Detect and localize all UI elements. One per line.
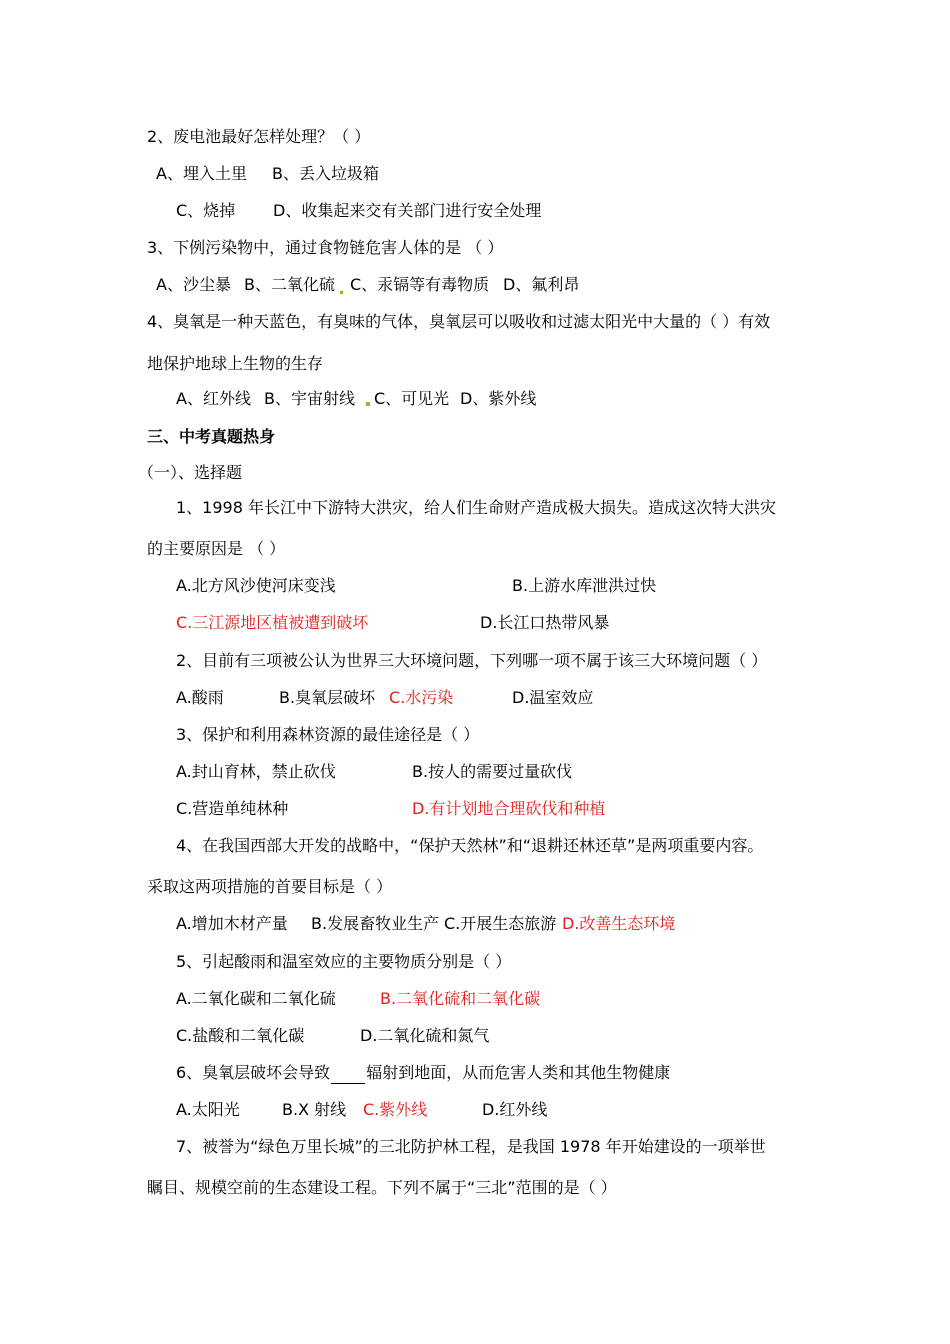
answer-blank bbox=[331, 1067, 365, 1084]
option-d-answer: D.有计划地合理砍伐和种植 bbox=[412, 799, 606, 818]
option-a: A、埋入土里 bbox=[156, 164, 247, 183]
question-stem: 3、下例污染物中，通过食物链危害人体的是 （ ） bbox=[147, 238, 504, 257]
option-d: D、收集起来交有关部门进行安全处理 bbox=[273, 201, 542, 220]
option-d: D.红外线 bbox=[482, 1100, 548, 1119]
question-stem: 4、在我国西部大开发的战略中，“保护天然林”和“退耕还林还草”是两项重要内容。 bbox=[176, 836, 764, 855]
option-d-answer: D.改善生态环境 bbox=[562, 914, 676, 933]
option-a: A.北方风沙使河床变浅 bbox=[176, 576, 336, 595]
question-stem: 2、废电池最好怎样处理？（ ） bbox=[147, 127, 371, 146]
option-a: A.增加木材产量 bbox=[176, 914, 288, 933]
option-d: D.温室效应 bbox=[512, 688, 594, 707]
option-b: B.发展畜牧业生产 bbox=[311, 914, 440, 933]
question-stem: 1、1998 年长江中下游特大洪灾，给人们生命财产造成极大损失。造成这次特大洪灾 bbox=[176, 498, 776, 517]
option-b-answer: B.二氧化硫和二氧化碳 bbox=[380, 989, 541, 1008]
question-stem: 的主要原因是 （ ） bbox=[147, 539, 286, 558]
option-c-answer: C.水污染 bbox=[389, 688, 454, 707]
option-d: D、紫外线 bbox=[460, 389, 537, 408]
option-b: B、二氧化硫 bbox=[244, 275, 335, 294]
question-stem-part: 6、臭氧层破坏会导致 bbox=[176, 1063, 331, 1082]
option-b: B、宇宙射线 bbox=[264, 389, 355, 408]
option-c: C.营造单纯林种 bbox=[176, 799, 289, 818]
question-stem: 2、目前有三项被公认为世界三大环境问题，下列哪一项不属于该三大环境问题（ ） bbox=[176, 651, 768, 670]
option-b: B.X 射线 bbox=[282, 1100, 347, 1119]
option-c-answer: C.三江源地区植被遭到破坏 bbox=[176, 613, 369, 632]
edit-mark bbox=[340, 291, 343, 294]
option-a: A、沙尘暴 bbox=[156, 275, 231, 294]
option-c: C.盐酸和二氧化碳 bbox=[176, 1026, 305, 1045]
option-c: C、可见光 bbox=[374, 389, 450, 408]
question-stem bbox=[176, 1062, 670, 1084]
question-stem: 采取这两项措施的首要目标是（ ） bbox=[147, 877, 393, 896]
question-stem-part: 辐射到地面，从而危害人类和其他生物健康 bbox=[366, 1063, 671, 1082]
option-b: B.按人的需要过量砍伐 bbox=[412, 762, 573, 781]
option-a: A.酸雨 bbox=[176, 688, 224, 707]
option-c: C、烧掉 bbox=[176, 201, 236, 220]
option-d: D.长江口热带风暴 bbox=[480, 613, 610, 632]
question-stem: 5、引起酸雨和温室效应的主要物质分别是（ ） bbox=[176, 952, 512, 971]
question-stem: 瞩目、规模空前的生态建设工程。下列不属于“三北”范围的是（ ） bbox=[147, 1178, 617, 1197]
question-stem: 地保护地球上生物的生存 bbox=[147, 354, 324, 373]
option-b: B、丢入垃圾箱 bbox=[272, 164, 379, 183]
option-d: D、氟利昂 bbox=[503, 275, 580, 294]
question-stem: 3、保护和利用森林资源的最佳途径是（ ） bbox=[176, 725, 480, 744]
section-heading: 三、中考真题热身 bbox=[147, 427, 276, 446]
option-c-answer: C.紫外线 bbox=[363, 1100, 428, 1119]
question-stem: 7、被誉为“绿色万里长城”的三北防护林工程，是我国 1978 年开始建设的一项举世 bbox=[176, 1137, 766, 1156]
option-a: A.封山育林，禁止砍伐 bbox=[176, 762, 336, 781]
option-c: C.开展生态旅游 bbox=[444, 914, 557, 933]
option-a: A.二氧化碳和二氧化硫 bbox=[176, 989, 336, 1008]
option-d: D.二氧化硫和氮气 bbox=[360, 1026, 490, 1045]
question-stem: 4、臭氧是一种天蓝色，有臭味的气体，臭氧层可以吸收和过滤太阳光中大量的（ ）有效 bbox=[147, 312, 771, 331]
option-c: C、汞镉等有毒物质 bbox=[350, 275, 490, 294]
sub-heading: （一）、选择题 bbox=[138, 463, 243, 482]
option-b: B.上游水库泄洪过快 bbox=[512, 576, 657, 595]
option-b: B.臭氧层破坏 bbox=[279, 688, 376, 707]
option-a: A.太阳光 bbox=[176, 1100, 240, 1119]
edit-mark bbox=[366, 402, 370, 406]
option-a: A、红外线 bbox=[176, 389, 251, 408]
